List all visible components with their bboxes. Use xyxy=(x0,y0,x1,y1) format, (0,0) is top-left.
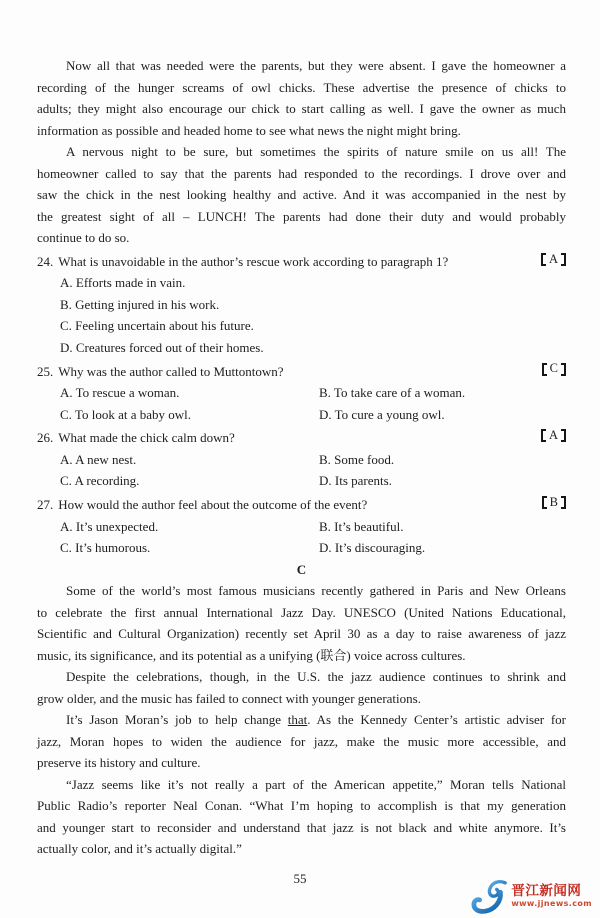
answer-bracket-left-icon xyxy=(541,253,546,266)
passage-paragraph xyxy=(37,709,566,774)
question-stem xyxy=(37,494,367,516)
option-d: D. Its parents. xyxy=(319,473,392,489)
text-line xyxy=(37,709,566,731)
answer-badge xyxy=(542,358,566,380)
logo-site-name: 晋江新闻网 xyxy=(511,883,582,899)
question-block-24 xyxy=(37,249,566,359)
text-segment: . As the Kennedy Center’s artistic adviser for xyxy=(307,712,567,727)
text-line: information as possible and headed home to see what news the night might bring. xyxy=(37,122,461,138)
text-line: to celebrate the first annual International Jazz Day. UNESCO (United Nations Educational, xyxy=(37,604,566,620)
question-text: What made the chick calm down? xyxy=(58,430,235,446)
passage-paragraph xyxy=(37,580,566,666)
text-line: and younger start to reconsider and understand that jazz is not black and white anymore. It’s xyxy=(37,819,566,835)
answer-bracket-left-icon xyxy=(541,429,546,442)
option-b: B. It’s beautiful. xyxy=(319,518,404,534)
logo-swirl-icon xyxy=(471,879,509,915)
option-d: D. Creatures forced out of their homes. xyxy=(60,339,264,355)
text-line: Now all that was needed were the parents, but they were absent. I gave the homeowner a xyxy=(66,58,566,73)
logo-site-url[interactable]: www.jjnews.com xyxy=(511,899,592,908)
option-a: A. It’s unexpected. xyxy=(60,518,159,534)
answer-letter: B xyxy=(549,494,558,509)
text-line: the greatest sight of all – LUNCH! The parents had done their duty and would probably xyxy=(37,208,566,224)
text-line: homeowner called to say that the parents had responded to the recordings. I drove over and xyxy=(37,165,566,181)
option-c: C. A recording. xyxy=(60,473,140,489)
option-b: B. Getting injured in his work. xyxy=(60,296,220,312)
option-row xyxy=(37,470,566,492)
question-line xyxy=(37,425,566,449)
text-line: Some of the world’s most famous musicians recently gathered in Paris and New Orleans xyxy=(66,583,566,598)
answer-bracket-right-icon xyxy=(561,363,566,376)
text-line: Scientific and Cultural Organization) recently set April 30 as a day to raise awareness of jazz xyxy=(37,626,566,641)
text-line: Public Radio’s reporter Neal Conan. “What I’m hoping to accomplish is that my generation xyxy=(37,798,566,813)
option-b: B. To take care of a woman. xyxy=(319,385,466,400)
question-number: 25. xyxy=(37,363,54,379)
site-logo[interactable] xyxy=(471,879,592,915)
option-a: A. Efforts made in vain. xyxy=(60,275,186,291)
question-text: What is unavoidable in the author’s rescue work according to paragraph 1? xyxy=(58,253,449,269)
logo-text xyxy=(511,884,592,909)
answer-badge xyxy=(542,492,566,514)
answer-letter: A xyxy=(548,251,558,266)
question-line xyxy=(37,358,566,382)
text-line: recording of the hunger screams of owl chicks. These advertise the presence of chicks to xyxy=(37,79,566,95)
answer-bracket-right-icon xyxy=(561,429,566,442)
answer-bracket-right-icon xyxy=(561,253,566,266)
page-number: 55 xyxy=(293,871,307,886)
passage-paragraph xyxy=(37,141,566,249)
question-line xyxy=(37,249,566,273)
question-line xyxy=(37,492,566,516)
answer-letter: A xyxy=(548,428,558,442)
text-line: preserve its history and culture. xyxy=(37,755,201,770)
question-text: How would the author feel about the outcome of the event? xyxy=(58,497,368,512)
text-line: Despite the celebrations, though, in the U.S. the jazz audience continues to shrink and xyxy=(66,669,566,684)
text-line: adults; they might also encourage our chick to start calling as well. I gave the owner as much xyxy=(37,101,566,116)
option-row xyxy=(37,404,566,426)
answer-bracket-left-icon xyxy=(542,363,547,376)
passage-paragraph xyxy=(37,666,566,709)
option-c: C. It’s humorous. xyxy=(60,540,151,555)
option-row xyxy=(37,382,566,404)
question-stem xyxy=(37,361,284,383)
question-number: 26. xyxy=(37,430,54,446)
question-stem xyxy=(37,251,448,273)
question-block-25 xyxy=(37,358,566,425)
answer-bracket-right-icon xyxy=(561,496,566,509)
passage-paragraph xyxy=(37,774,566,860)
question-block-26 xyxy=(37,425,566,492)
text-line: A nervous night to be sure, but sometimes the spirits of nature smile on us all! The xyxy=(66,144,566,159)
text-line: grow older, and the music has failed to connect with younger generations. xyxy=(37,690,421,706)
option-d: D. It’s discouraging. xyxy=(319,540,426,555)
option-a: A. A new nest. xyxy=(60,451,137,467)
option-a: A. To rescue a woman. xyxy=(60,385,180,400)
text-line: jazz, Moran hopes to widen the audience for jazz, make the music more accessible, and xyxy=(37,733,566,749)
question-stem xyxy=(37,427,235,449)
answer-badge xyxy=(541,249,566,271)
answer-bracket-left-icon xyxy=(542,496,547,509)
page-content xyxy=(37,55,566,860)
text-segment: It’s Jason Moran’s job to help change xyxy=(66,712,288,727)
option-d: D. To cure a young owl. xyxy=(319,406,445,422)
answer-letter: C xyxy=(549,361,558,376)
text-line: music, its significance, and its potential as a unifying (联合) voice across cultures. xyxy=(37,647,466,663)
answer-badge xyxy=(541,425,566,447)
option-b: B. Some food. xyxy=(319,451,395,467)
question-number: 24. xyxy=(37,253,54,269)
passage-paragraph xyxy=(37,55,566,141)
section-c-heading: C xyxy=(296,561,307,577)
option-c: C. Feeling uncertain about his future. xyxy=(60,318,254,334)
option-row xyxy=(37,449,566,471)
text-line: “Jazz seems like it’s not really a part of the American appetite,” Moran tells National xyxy=(66,776,566,792)
option-row xyxy=(37,516,566,538)
text-line: actually color, and it’s actually digital.” xyxy=(37,841,242,856)
question-text: Why was the author called to Muttontown? xyxy=(58,363,284,379)
text-line: continue to do so. xyxy=(37,230,130,245)
text-line: saw the chick in the nest looking healthy and active. And it was accompanied in the nest by xyxy=(37,187,566,202)
question-number: 27. xyxy=(37,497,54,512)
question-block-27 xyxy=(37,492,566,559)
option-c: C. To look at a baby owl. xyxy=(60,406,192,422)
underlined-that: that xyxy=(287,712,308,727)
option-row xyxy=(37,537,566,559)
